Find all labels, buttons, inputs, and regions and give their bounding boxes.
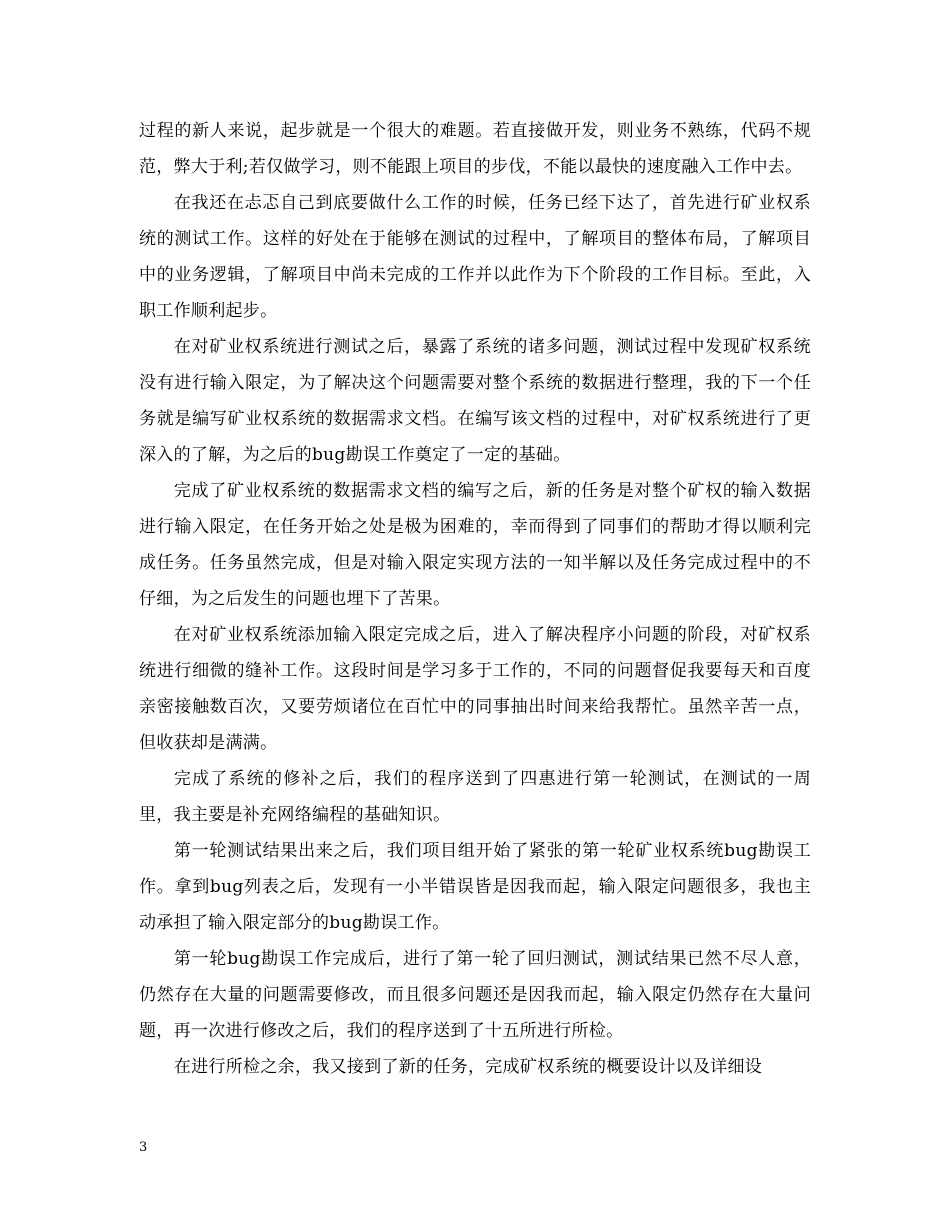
paragraph-5: 在对矿业权系统添加输入限定完成之后，进入了解决程序小问题的阶段，对矿权系统进行细微的缝补工作。这段时间是学习多于工作的，不同的问题督促我要每天和百度亲密接触数百次，又要劳烦诸位在百忙中的同事抽出时间来给我帮忙。虽然辛苦一点，但收获却是满满。 xyxy=(139,625,811,753)
paragraph-2: 在我还在忐忑自己到底要做什么工作的时候，任务已经下达了，首先进行矿业权系统的测试工作。这样的好处在于能够在测试的过程中，了解项目的整体布局，了解项目中的业务逻辑，了解项目中尚未完成的工作并以此作为下个阶段的工作目标。至此，入职工作顺利起步。 xyxy=(139,193,811,321)
paragraph-6: 完成了系统的修补之后，我们的程序送到了四惠进行第一轮测试，在测试的一周里，我主要是补充网络编程的基础知识。 xyxy=(139,769,811,825)
paragraph-7: 第一轮测试结果出来之后，我们项目组开始了紧张的第一轮矿业权系统bug勘误工作。拿到bug列表之后，发现有一小半错误皆是因我而起，输入限定问题很多，我也主动承担了输入限定部分的bug勘误工作。 xyxy=(139,841,811,933)
paragraph-3: 在对矿业权系统进行测试之后，暴露了系统的诸多问题，测试过程中发现矿权系统没有进行输入限定，为了解决这个问题需要对整个系统的数据进行整理，我的下一个任务就是编写矿业权系统的数据需求文档。在编写该文档的过程中，对矿权系统进行了更深入的了解，为之后的bug勘误工作奠定了一定的基础。 xyxy=(139,337,811,465)
paragraph-8: 第一轮bug勘误工作完成后，进行了第一轮了回归测试，测试结果已然不尽人意，仍然存在大量的问题需要修改，而且很多问题还是因我而起，输入限定仍然存在大量问题，再一次进行修改之后，我们的程序送到了十五所进行所检。 xyxy=(139,949,811,1041)
page-number: 3 xyxy=(139,1140,148,1155)
paragraph-4: 完成了矿业权系统的数据需求文档的编写之后，新的任务是对整个矿权的输入数据进行输入限定，在任务开始之处是极为困难的，幸而得到了同事们的帮助才得以顺利完成任务。任务虽然完成，但是对输入限定实现方法的一知半解以及任务完成过程中的不仔细，为之后发生的问题也埋下了苦果。 xyxy=(139,481,811,609)
document-body xyxy=(139,113,811,1085)
paragraph-1: 过程的新人来说，起步就是一个很大的难题。若直接做开发，则业务不熟练，代码不规范，弊大于利;若仅做学习，则不能跟上项目的步伐，不能以最快的速度融入工作中去。 xyxy=(139,121,811,177)
paragraph-9: 在进行所检之余，我又接到了新的任务，完成矿权系统的概要设计以及详细设 xyxy=(173,1057,763,1077)
